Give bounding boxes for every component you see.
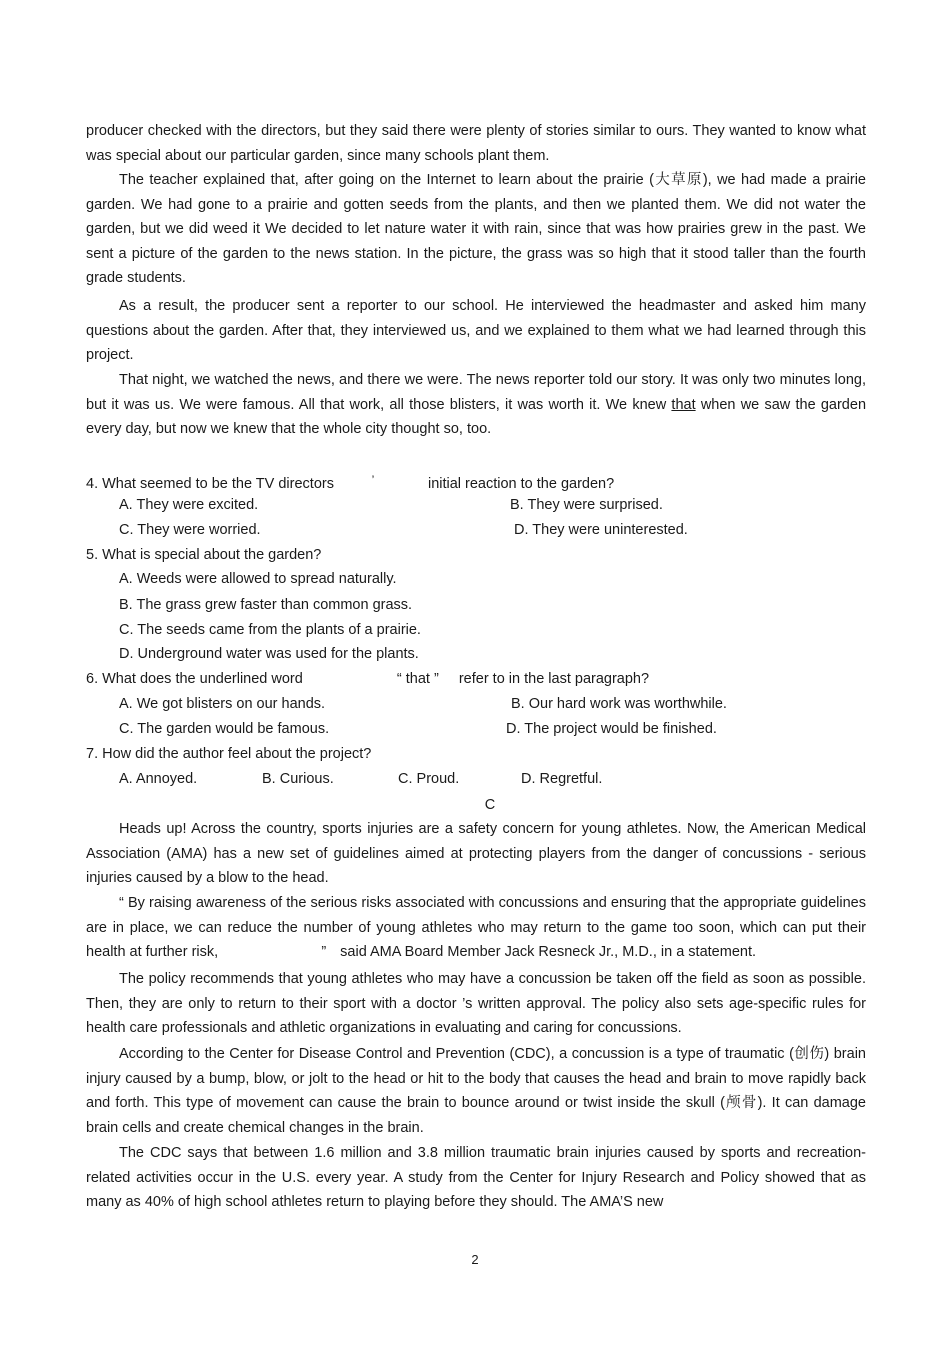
question-6-stem xyxy=(86,667,649,691)
closing-quote-mark: ” xyxy=(321,944,327,961)
question-5-option-d: D. Underground water was used for the plants. xyxy=(119,646,419,662)
apostrophe-mark: ’ xyxy=(371,473,375,487)
question-6-option-b: B. Our hard work was worthwhile. xyxy=(511,696,727,712)
question-4-option-c: C. They were worried. xyxy=(119,522,261,538)
question-7-option-b: B. Curious. xyxy=(262,771,334,787)
passage-c-paragraph-1: Heads up! Across the country, sports injuries are a safety concern for young athletes. Now, the American Medical Association (AMA) has a new set of guidelines aimed at protecting players from the danger of concussions - serious injuries caused by a blow to the head. xyxy=(86,821,866,887)
question-7-option-a: A. Annoyed. xyxy=(119,771,198,787)
passage-c-paragraph-4: According to the Center for Disease Control and Prevention (CDC), a concussion is a type of traumatic (创伤) brain injury caused by a bump, blow, or jolt to the head or hit to the body that causes the head and brain to move rapidly back and forth. This type of movement can cause the brain to bounce around or twist inside the skull (颅骨). It can damage brain cells and create chemical changes in the brain. xyxy=(86,1046,866,1136)
passage-b-paragraph-4 xyxy=(86,368,866,442)
question-7-option-d: D. Regretful. xyxy=(521,771,603,787)
question-4-stem-part-a: 4. What seemed to be the TV directors xyxy=(86,476,334,492)
passage-b-paragraph-2: The teacher explained that, after going on the Internet to learn about the prairie (大草原), we had made a prairie garden. We had gone to a prairie and gotten seeds from the plants, and then we planted them. We did not water the garden, but we did weed it We decided to let nature water it with rain, since that was how prairies grew in the past. We sent a picture of the garden to the news station. In the picture, the grass was so high that it stood taller than the fourth grade students. xyxy=(86,172,866,287)
quote-text: “ By raising awareness of the serious risks associated with concussions and ensuring that the appropriate guidelines are in place, we can reduce the number of young athletes who may return to the game too soon, which can put their health at further risk, xyxy=(86,895,866,961)
paragraph-4-text-after: when we saw the garden every day, but now we knew that the whole city thought so, too. xyxy=(86,396,867,438)
question-4-stem xyxy=(86,468,614,496)
quote-attribution: said AMA Board Member Jack Resneck Jr., M.D., in a statement. xyxy=(340,944,756,961)
page-number: 2 xyxy=(471,1252,479,1267)
question-6-option-d: D. The project would be finished. xyxy=(506,721,717,737)
underlined-word-that: that xyxy=(671,396,696,413)
question-4-option-d: D. They were uninterested. xyxy=(514,522,688,538)
passage-c-paragraph-2 xyxy=(86,891,866,965)
passage-c-paragraph-5: The CDC says that between 1.6 million and 3.8 million traumatic brain injuries caused by sports and recreation-related activities occur in the U.S. every year. A study from the Center for Injury Research and Policy showed that as many as 40% of high school athletes return to playing before they should. The AMA’S new xyxy=(86,1145,866,1211)
question-5-option-b: B. The grass grew faster than common grass. xyxy=(119,597,413,613)
question-7-option-c: C. Proud. xyxy=(398,771,460,787)
paragraph-4-text-before: That night, we watched the news, and there we were. The news reporter told our story. It was only two minutes long, but it was us. We were famous. All that work, all those blisters, it was worth it. We knew xyxy=(86,372,866,413)
quoted-word-that: “ that ” xyxy=(396,671,439,687)
question-6-stem-part-b: refer to in the last paragraph? xyxy=(458,671,650,687)
question-6-option-a: A. We got blisters on our hands. xyxy=(119,696,326,712)
question-5-option-c: C. The seeds came from the plants of a prairie. xyxy=(119,622,421,638)
question-6-option-c: C. The garden would be famous. xyxy=(119,721,330,737)
question-5-option-a: A. Weeds were allowed to spread naturally. xyxy=(119,571,397,587)
question-7-stem: 7. How did the author feel about the project? xyxy=(86,746,372,762)
question-4-option-a: A. They were excited. xyxy=(119,497,259,513)
question-4-option-b: B. They were surprised. xyxy=(510,497,663,513)
question-4-stem-part-b: initial reaction to the garden? xyxy=(427,476,615,492)
passage-c-paragraph-3: The policy recommends that young athletes who may have a concussion be taken off the field as soon as possible. Then, they are only to return to their sport with a doctor ’s written approval. The policy also sets age-specific rules for health care professionals and athletic organizations in evaluating and caring for concussions. xyxy=(86,971,866,1037)
question-5-stem: 5. What is special about the garden? xyxy=(86,547,322,563)
passage-b-paragraph-1: producer checked with the directors, but they said there were plenty of stories similar to ours. They wanted to know what was special about our particular garden, since many schools plant them. xyxy=(86,123,866,164)
passage-b-paragraph-3: As a result, the producer sent a reporter to our school. He interviewed the headmaster and asked him many questions about the garden. After that, they interviewed us, and we explained to them what we had learned through this project. xyxy=(86,298,866,364)
question-6-stem-part-a: 6. What does the underlined word xyxy=(86,671,303,687)
passage-c-heading: C xyxy=(484,797,496,813)
